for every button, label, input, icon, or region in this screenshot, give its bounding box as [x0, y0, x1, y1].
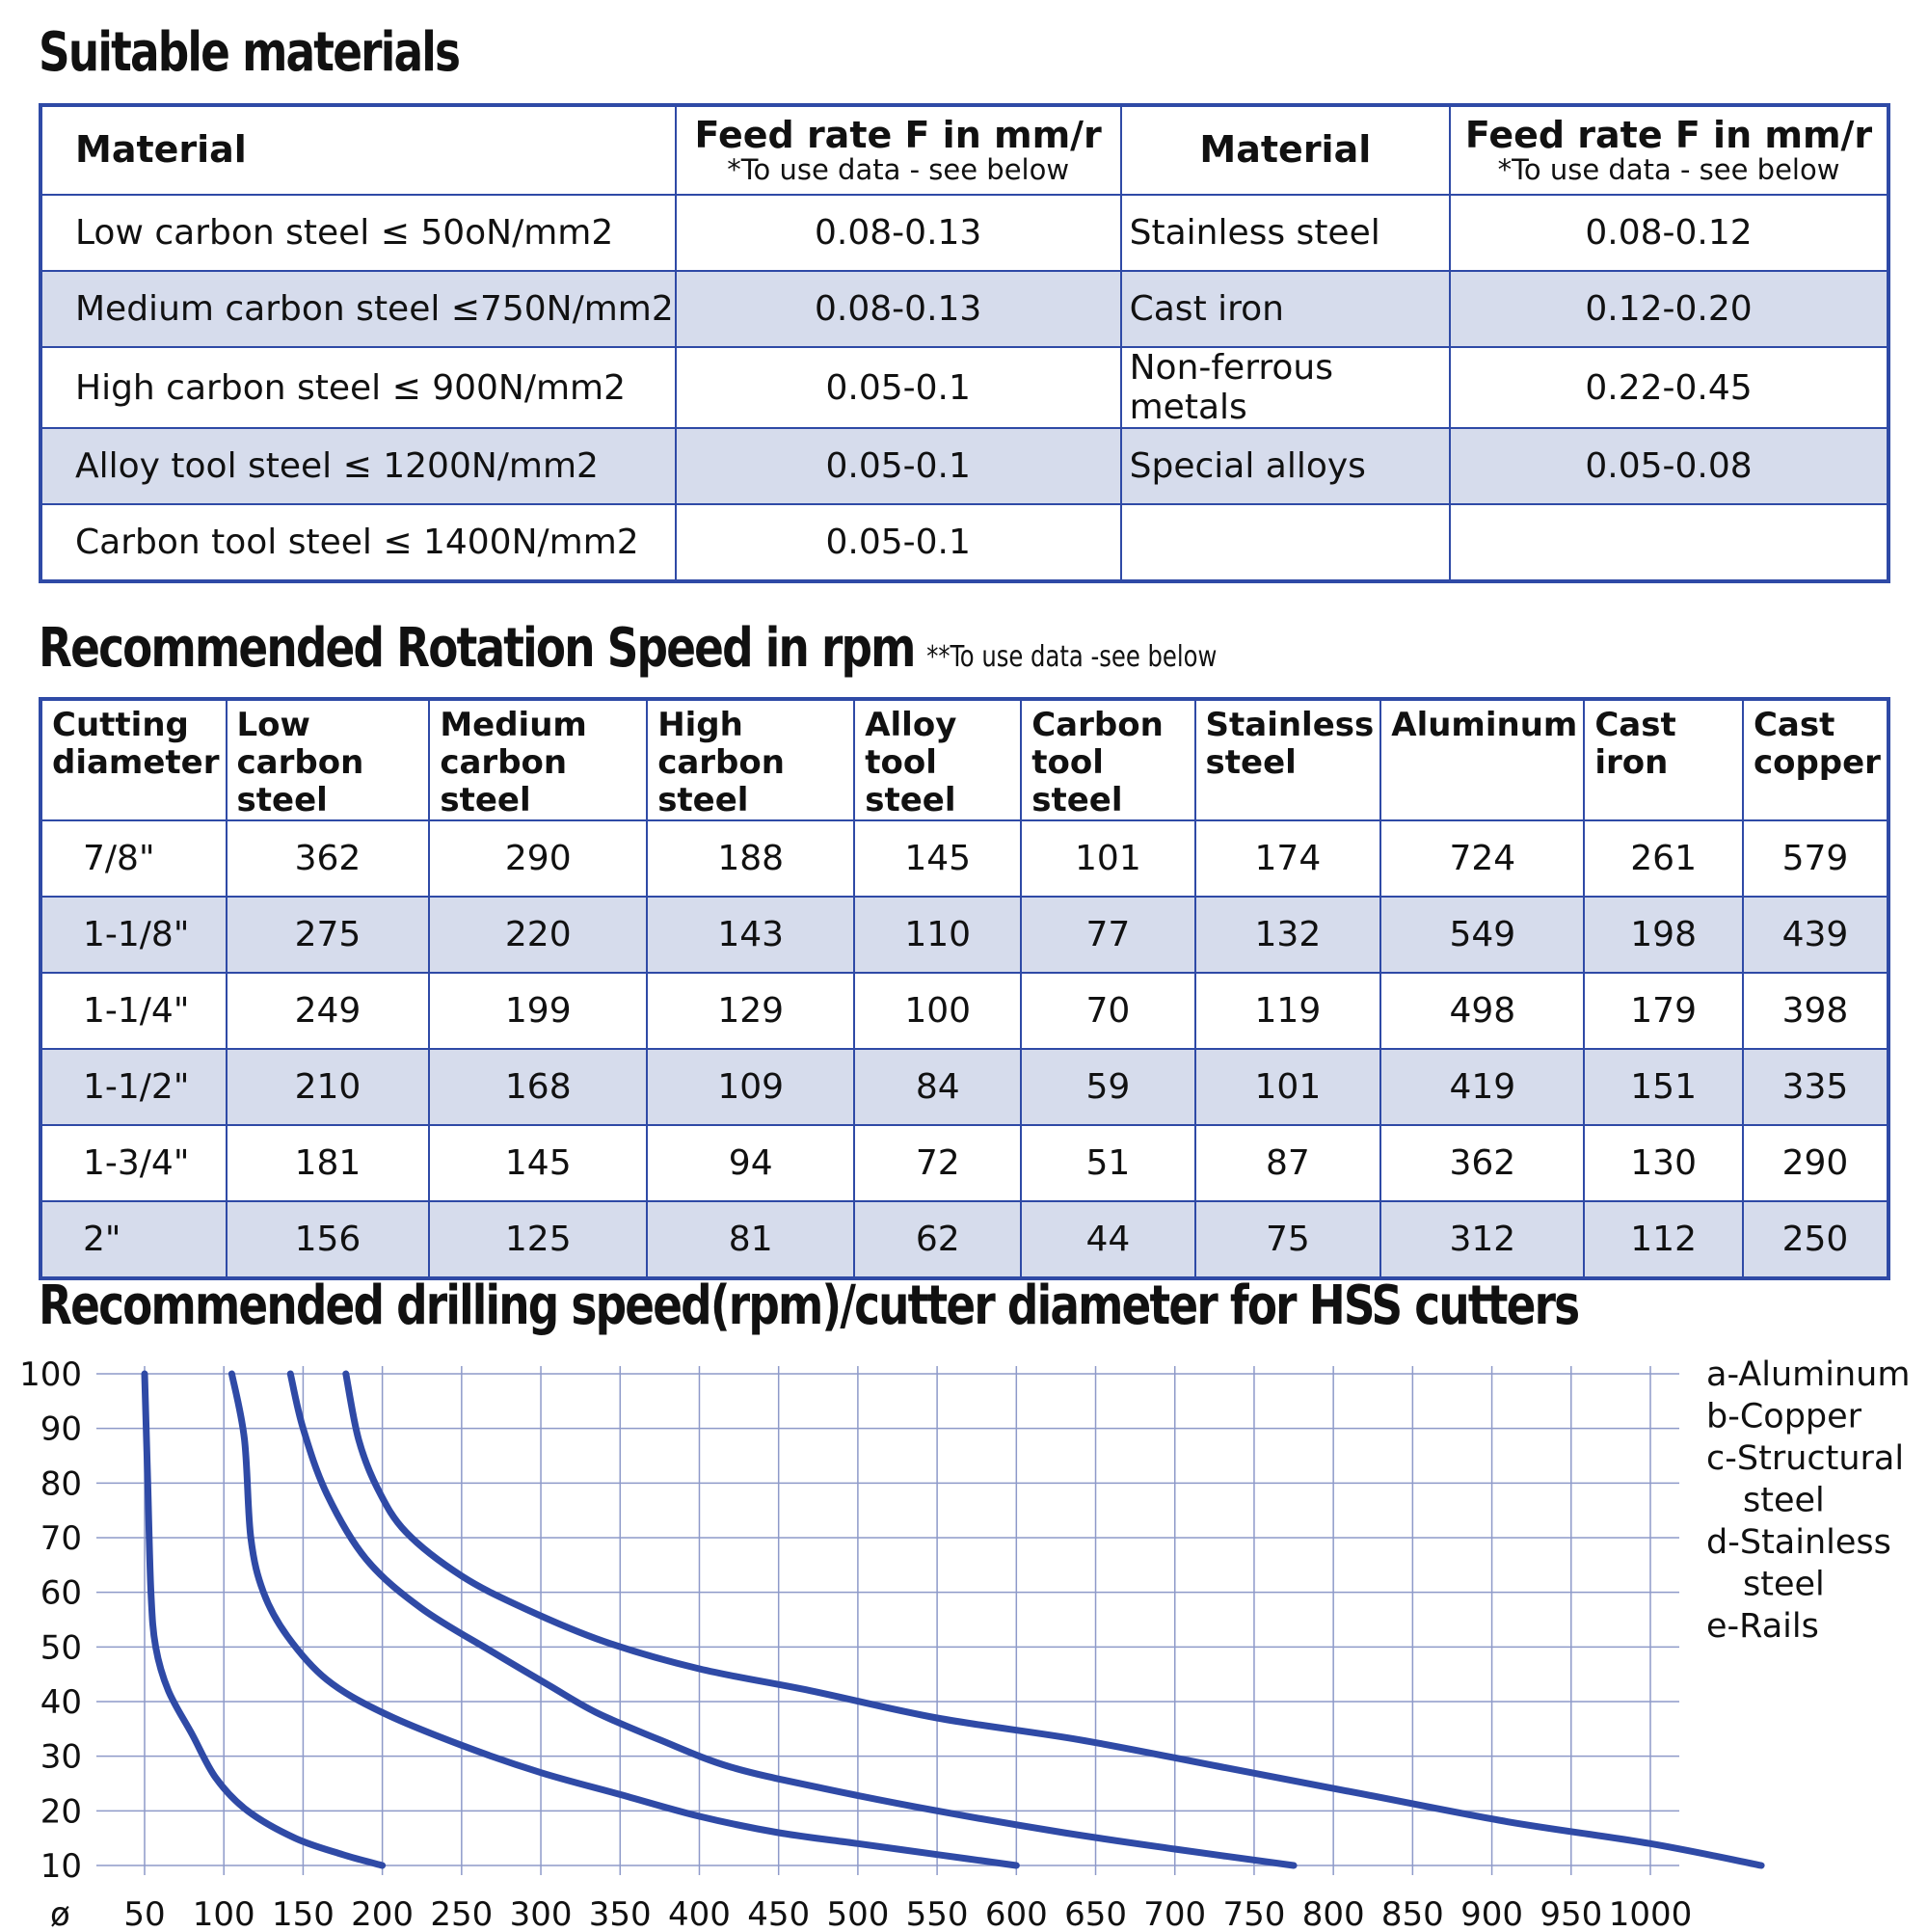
rotation-header-cell: Stainless steel: [1195, 699, 1381, 820]
rpm-cell: 249: [227, 973, 430, 1049]
rpm-cell: 198: [1584, 897, 1743, 973]
drilling-chart-title: Recommended drilling speed(rpm)/cutter diameter for HSS cutters: [39, 1275, 1579, 1337]
x-tick-label: 950: [1540, 1895, 1603, 1928]
x-tick-label: 350: [588, 1895, 652, 1928]
series-line: [231, 1374, 1016, 1865]
diameter-cell: 1-1/8": [40, 897, 227, 973]
x-tick-label: 700: [1143, 1895, 1207, 1928]
x-tick-label: 600: [984, 1895, 1048, 1928]
feed-cell: 0.05-0.1: [676, 347, 1121, 428]
x-tick-label: 100: [192, 1895, 255, 1928]
rpm-cell: 179: [1584, 973, 1743, 1049]
x-tick-label: 150: [271, 1895, 335, 1928]
rotation-note: **To use data -see below: [926, 640, 1218, 674]
x-tick-label: 450: [747, 1895, 811, 1928]
feed-cell: 0.08-0.13: [676, 195, 1121, 271]
rpm-cell: 156: [227, 1201, 430, 1278]
rotation-row: [40, 1049, 1888, 1125]
rpm-cell: 112: [1584, 1201, 1743, 1278]
rpm-cell: 100: [854, 973, 1021, 1049]
series-line: [290, 1374, 1294, 1865]
rpm-cell: 132: [1195, 897, 1381, 973]
y-tick-label: 80: [40, 1464, 82, 1504]
material-cell: High carbon steel ≤ 900N/mm2: [40, 347, 676, 428]
feed-cell: 0.05-0.1: [676, 428, 1121, 504]
rpm-cell: 75: [1195, 1201, 1381, 1278]
rotation-header-cell: Aluminum: [1380, 699, 1584, 820]
rpm-cell: 94: [647, 1125, 854, 1201]
rotation-table: [39, 697, 1890, 1280]
material-cell: Special alloys: [1121, 428, 1450, 504]
rotation-header-cell: Cast copper: [1743, 699, 1888, 820]
material-cell: [1121, 504, 1450, 581]
materials-header-row: [40, 105, 1888, 195]
legend-entry: a-Aluminum: [1706, 1355, 1911, 1394]
feed-cell: [1450, 504, 1888, 581]
rpm-cell: 101: [1195, 1049, 1381, 1125]
y-tick-label: 50: [40, 1628, 82, 1668]
x-tick-label: 550: [905, 1895, 969, 1928]
rpm-cell: 398: [1743, 973, 1888, 1049]
rpm-cell: 250: [1743, 1201, 1888, 1278]
y-tick-label: 20: [40, 1792, 82, 1832]
legend-entry: steel: [1743, 1481, 1825, 1520]
rpm-cell: 119: [1195, 973, 1381, 1049]
series-line: [145, 1374, 383, 1865]
y-tick-label: 100: [19, 1355, 82, 1394]
rotation-header-cell: Alloy tool steel: [854, 699, 1021, 820]
rpm-cell: 181: [227, 1125, 430, 1201]
rotation-row: [40, 1125, 1888, 1201]
rpm-cell: 174: [1195, 820, 1381, 897]
rpm-cell: 81: [647, 1201, 854, 1278]
legend-entry: b-Copper: [1706, 1397, 1862, 1436]
feed-cell: 0.08-0.13: [676, 271, 1121, 347]
rotation-header-row: [40, 699, 1888, 820]
rpm-cell: 130: [1584, 1125, 1743, 1201]
legend-entry: d-Stainless: [1706, 1523, 1891, 1562]
rpm-cell: 210: [227, 1049, 430, 1125]
rpm-cell: 362: [227, 820, 430, 897]
rpm-cell: 77: [1021, 897, 1194, 973]
material-cell: Alloy tool steel ≤ 1200N/mm2: [40, 428, 676, 504]
feed-cell: 0.05-0.08: [1450, 428, 1888, 504]
rotation-header-cell: Cast iron: [1584, 699, 1743, 820]
rotation-body: [40, 820, 1888, 1278]
rpm-cell: 44: [1021, 1201, 1194, 1278]
materials-table: [39, 103, 1890, 583]
legend-entry: steel: [1743, 1565, 1825, 1604]
rpm-cell: 125: [429, 1201, 647, 1278]
rpm-cell: 109: [647, 1049, 854, 1125]
rpm-cell: 261: [1584, 820, 1743, 897]
y-tick-label: 60: [40, 1573, 82, 1613]
materials-row: [40, 504, 1888, 581]
material-cell: Cast iron: [1121, 271, 1450, 347]
x-tick-label: 900: [1460, 1895, 1524, 1928]
rpm-cell: 199: [429, 973, 647, 1049]
rpm-cell: 145: [429, 1125, 647, 1201]
rpm-cell: 51: [1021, 1125, 1194, 1201]
x-tick-label: 500: [826, 1895, 890, 1928]
rpm-cell: 312: [1380, 1201, 1584, 1278]
materials-row: [40, 428, 1888, 504]
x-tick-label: 650: [1064, 1895, 1127, 1928]
rpm-cell: 145: [854, 820, 1021, 897]
material-cell: Medium carbon steel ≤750N/mm2: [40, 271, 676, 347]
rpm-cell: 362: [1380, 1125, 1584, 1201]
rpm-cell: 143: [647, 897, 854, 973]
material-cell: Stainless steel: [1121, 195, 1450, 271]
rpm-cell: 62: [854, 1201, 1021, 1278]
rpm-cell: 84: [854, 1049, 1021, 1125]
feed-rate-header: Feed rate F in mm/r *To use data - see below: [676, 105, 1121, 195]
rpm-cell: 110: [854, 897, 1021, 973]
feed-cell: 0.05-0.1: [676, 504, 1121, 581]
rpm-cell: 498: [1380, 973, 1584, 1049]
rpm-cell: 439: [1743, 897, 1888, 973]
rpm-cell: 101: [1021, 820, 1194, 897]
rotation-header-cell: Low carbon steel: [227, 699, 430, 820]
rotation-row: [40, 1201, 1888, 1278]
rotation-row: [40, 897, 1888, 973]
feed-cell: 0.22-0.45: [1450, 347, 1888, 428]
rpm-cell: 335: [1743, 1049, 1888, 1125]
diameter-cell: 1-3/4": [40, 1125, 227, 1201]
rpm-cell: 290: [429, 820, 647, 897]
x-tick-label: 250: [430, 1895, 494, 1928]
drilling-speed-chart-svg: [0, 1330, 1928, 1928]
rpm-cell: 70: [1021, 973, 1194, 1049]
rpm-cell: 275: [227, 897, 430, 973]
materials-row: [40, 271, 1888, 347]
rpm-cell: 579: [1743, 820, 1888, 897]
material-cell: Carbon tool steel ≤ 1400N/mm2: [40, 504, 676, 581]
rpm-cell: 549: [1380, 897, 1584, 973]
rotation-title: Recommended Rotation Speed in rpm **To use data -see below: [39, 617, 1218, 680]
feed-cell: 0.08-0.12: [1450, 195, 1888, 271]
x-tick-label: 800: [1301, 1895, 1365, 1928]
x-tick-label: 50: [123, 1895, 166, 1928]
diameter-cell: 1-1/2": [40, 1049, 227, 1125]
material-cell: Low carbon steel ≤ 50oN/mm2: [40, 195, 676, 271]
materials-title: Suitable materials: [39, 21, 460, 84]
material-cell: Non-ferrous metals: [1121, 347, 1450, 428]
material-header-2: Material: [1121, 105, 1450, 195]
rpm-cell: 168: [429, 1049, 647, 1125]
rotation-header-cell: Carbon tool steel: [1021, 699, 1194, 820]
diameter-cell: 2": [40, 1201, 227, 1278]
diameter-cell: 1-1/4": [40, 973, 227, 1049]
x-tick-label: 1000: [1608, 1895, 1693, 1928]
rpm-cell: 151: [1584, 1049, 1743, 1125]
y-tick-label: 70: [40, 1519, 82, 1558]
rpm-cell: 290: [1743, 1125, 1888, 1201]
material-header: Material: [40, 105, 676, 195]
rpm-cell: 129: [647, 973, 854, 1049]
feed-rate-header-2: Feed rate F in mm/r *To use data - see below: [1450, 105, 1888, 195]
rpm-cell: 72: [854, 1125, 1021, 1201]
rotation-header-cell: High carbon steel: [647, 699, 854, 820]
rpm-cell: 724: [1380, 820, 1584, 897]
diameter-cell: 7/8": [40, 820, 227, 897]
y-tick-label: 90: [40, 1409, 82, 1449]
materials-row: [40, 195, 1888, 271]
y-tick-label: 40: [40, 1683, 82, 1722]
rotation-header-cell: Cutting diameter: [40, 699, 227, 820]
rpm-cell: 419: [1380, 1049, 1584, 1125]
legend-entry: e-Rails: [1706, 1607, 1819, 1646]
rotation-header-cell: Medium carbon steel: [429, 699, 647, 820]
rotation-row: [40, 973, 1888, 1049]
x-tick-label: 200: [351, 1895, 415, 1928]
drilling-speed-chart: [0, 1330, 1928, 1928]
series-line: [346, 1374, 1761, 1865]
x-tick-label: 400: [668, 1895, 731, 1928]
rotation-row: [40, 820, 1888, 897]
legend-entry: c-Structural: [1706, 1439, 1905, 1478]
axis-symbol: ø: [50, 1895, 70, 1928]
feed-cell: 0.12-0.20: [1450, 271, 1888, 347]
materials-row: [40, 347, 1888, 428]
x-tick-label: 850: [1380, 1895, 1444, 1928]
x-tick-label: 750: [1222, 1895, 1286, 1928]
rpm-cell: 220: [429, 897, 647, 973]
y-tick-label: 10: [40, 1847, 82, 1886]
rpm-cell: 87: [1195, 1125, 1381, 1201]
y-tick-label: 30: [40, 1737, 82, 1777]
x-tick-label: 300: [509, 1895, 573, 1928]
rpm-cell: 188: [647, 820, 854, 897]
rpm-cell: 59: [1021, 1049, 1194, 1125]
